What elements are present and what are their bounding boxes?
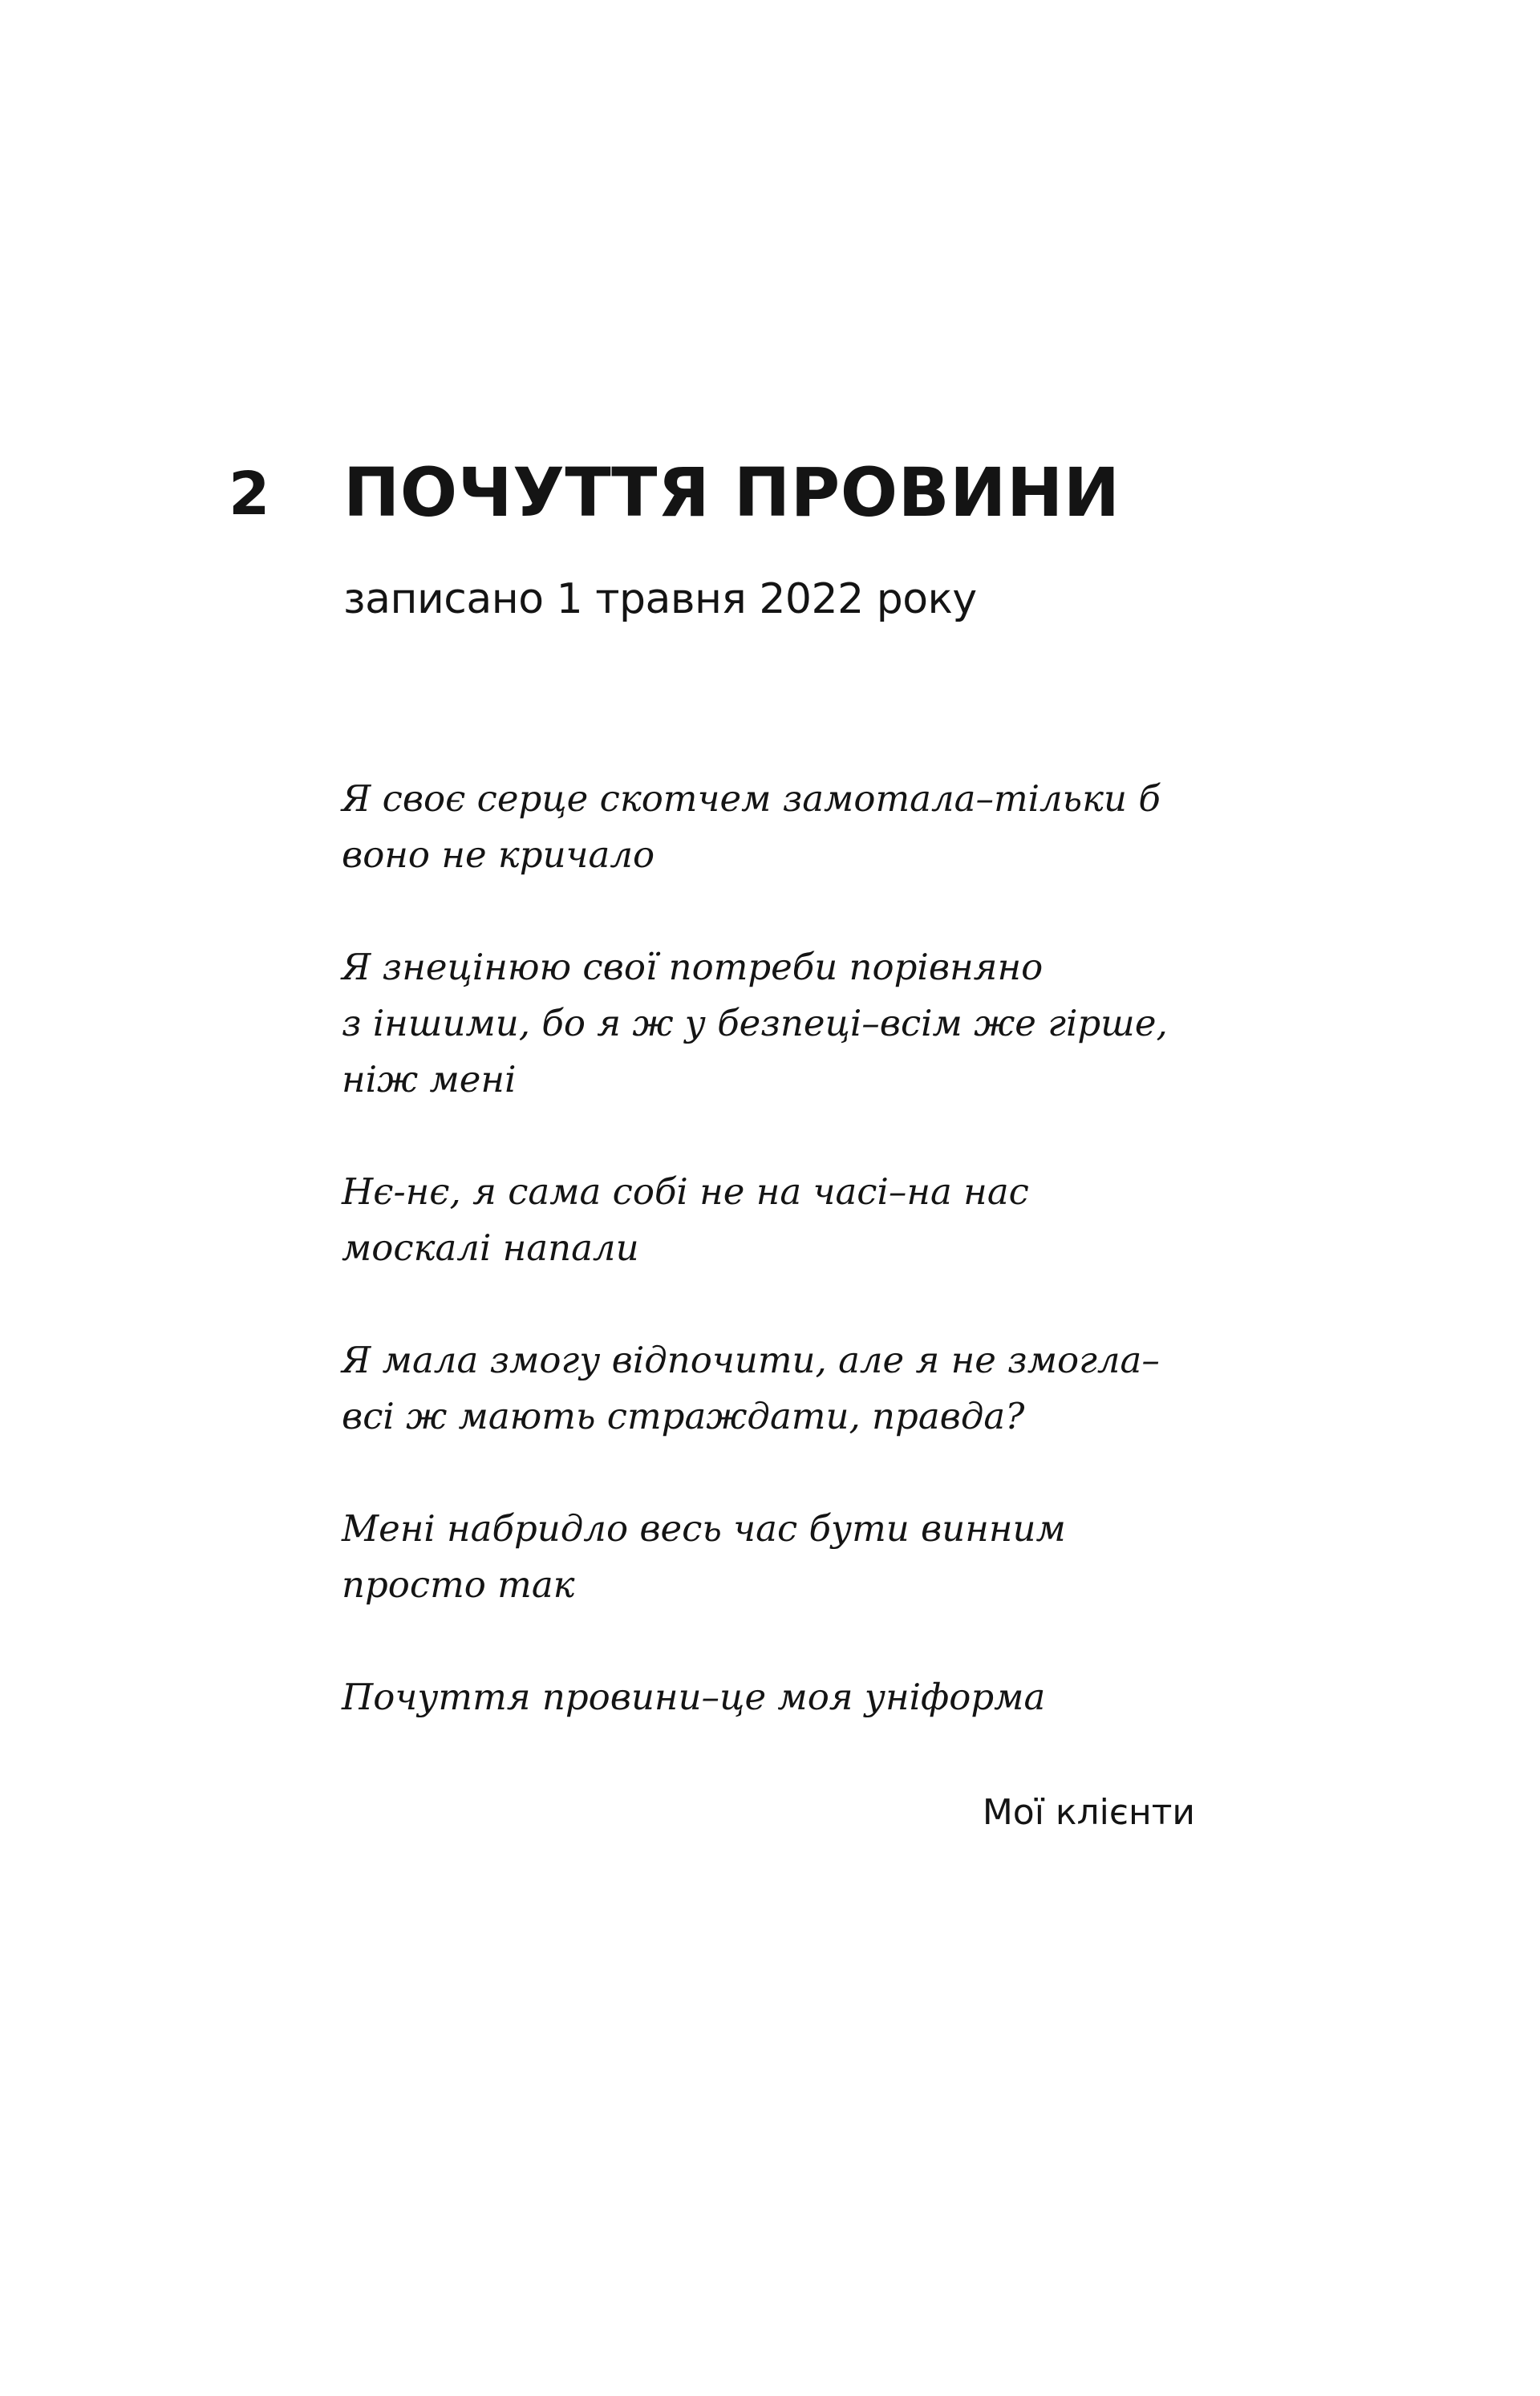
poem-line: всі ж мають страждати, правда? — [342, 1395, 1025, 1437]
poem-line: Я мала змогу відпочити, але я не змогла– — [342, 1339, 1160, 1381]
poem-line: москалі напали — [342, 1226, 639, 1269]
poem-line: ніж мені — [342, 1058, 517, 1101]
chapter-number: 2 — [229, 460, 270, 529]
poem-line: просто так — [342, 1563, 575, 1606]
poem — [342, 771, 1224, 1725]
poem-line: Я своє серце скотчем замотала–тільки б — [342, 777, 1161, 820]
stanza — [342, 939, 1224, 1108]
poem-line: Я знецінюю свої потреби порівняно — [342, 946, 1044, 988]
stanza — [342, 1164, 1224, 1276]
stanza — [342, 1669, 1224, 1725]
poem-line: Почуття провини–це моя уніформа — [342, 1676, 1046, 1718]
stanza — [342, 771, 1224, 883]
chapter-subtitle: записано 1 травня 2022 року — [343, 575, 977, 623]
stanza — [342, 1501, 1224, 1613]
poem-line: з іншими, бо я ж у безпеці–всім же гірше, — [342, 1002, 1168, 1044]
stanza — [342, 1332, 1224, 1445]
poem-line: Мені набридло весь час бути винним — [342, 1507, 1066, 1550]
attribution: Мої клієнти — [982, 1792, 1195, 1833]
chapter-title: ПОЧУТТЯ ПРОВИНИ — [343, 453, 1121, 532]
poem-line: воно не кричало — [342, 833, 655, 876]
poem-line: Нє-нє, я сама собі не на часі–на нас — [342, 1170, 1029, 1213]
